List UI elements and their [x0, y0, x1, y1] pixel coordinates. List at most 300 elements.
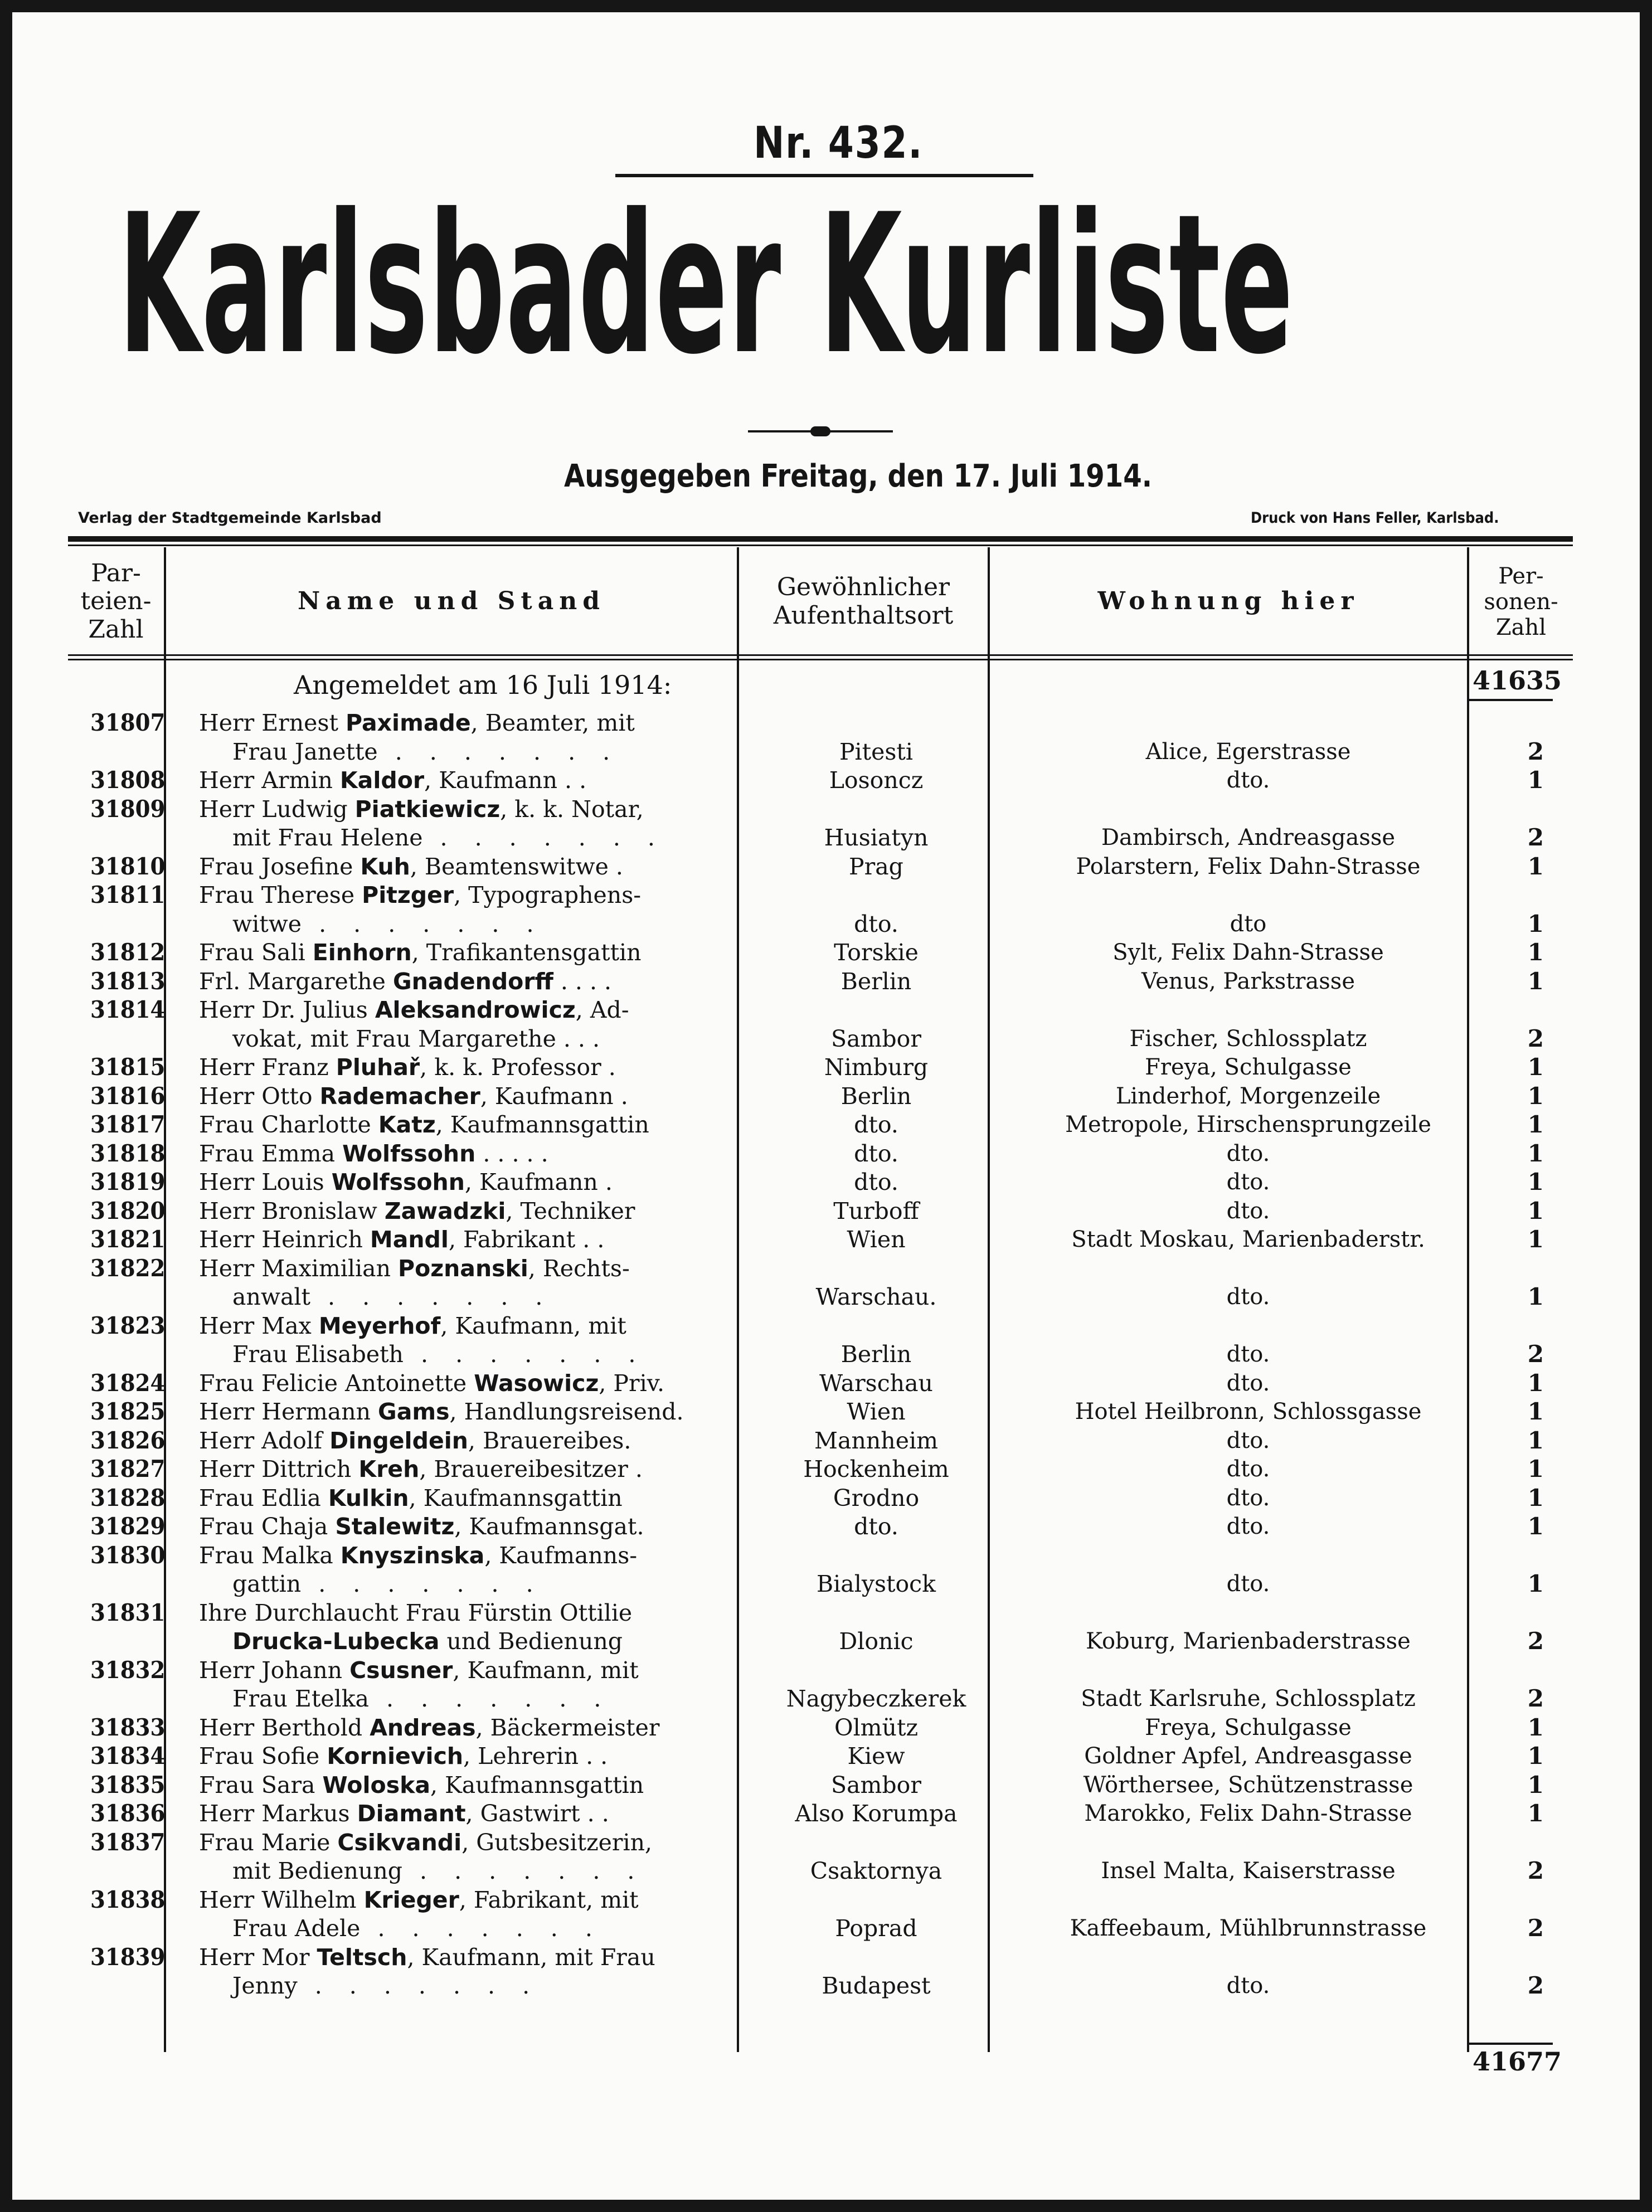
- entry-name-suffix: , Priv.: [599, 1369, 665, 1397]
- entry-name-prefix: Frau Sofie: [199, 1743, 327, 1769]
- entry-name-prefix: Herr Berthold: [199, 1714, 370, 1741]
- printer-line: Druck von Hans Feller, Karlsbad.: [1251, 509, 1499, 527]
- entry-name-continuation: [199, 1914, 784, 1942]
- residence-place: Olmütz: [834, 1714, 919, 1741]
- entry-name-suffix: , Brauereibesitzer .: [419, 1456, 643, 1482]
- entry-name-line: [199, 766, 751, 794]
- entry-name-prefix: Herr Ernest: [199, 709, 346, 736]
- entry-name-continuation: [199, 1025, 784, 1053]
- entry-surname: Wasowicz: [474, 1369, 599, 1397]
- party-number: 31835: [90, 1771, 166, 1798]
- lodging-address: dto.: [1226, 1973, 1270, 1999]
- entry-surname: Mandl: [370, 1226, 449, 1253]
- entry-surname: Andreas: [370, 1714, 476, 1741]
- entry-name-prefix: Herr Dittrich: [199, 1456, 359, 1482]
- party-number: 31821: [90, 1226, 166, 1253]
- persons-count: 2: [1527, 1914, 1544, 1942]
- carried-over-count: 41635: [1473, 665, 1562, 696]
- entry-name-suffix: , Bäckermeister: [475, 1714, 660, 1741]
- entry-name-suffix: , Kaufmann, mit: [440, 1312, 626, 1339]
- entry-name-suffix: , Trafikantensgattin: [411, 939, 642, 966]
- leader-dots: . . . . . . .: [297, 1972, 540, 1999]
- party-number: 31813: [90, 967, 166, 995]
- entry-name-suffix: , Beamter, mit: [470, 709, 635, 736]
- persons-count: 2: [1527, 1857, 1544, 1884]
- persons-count: 1: [1527, 1111, 1544, 1138]
- persons-count: 1: [1527, 1742, 1544, 1769]
- header-name: Name und Stand: [297, 587, 606, 616]
- entry-surname: Meyerhof: [318, 1312, 441, 1339]
- total-overline: [1469, 2043, 1553, 2045]
- lodging-address: Freya, Schulgasse: [1145, 1054, 1352, 1080]
- residence-place: dto.: [854, 1111, 898, 1138]
- entry-name-continuation: [199, 1570, 784, 1598]
- party-number: 31819: [90, 1168, 166, 1195]
- entry-name-line: [199, 1599, 751, 1627]
- entry-name-prefix: Herr Max: [199, 1312, 319, 1339]
- entry-name-line: [199, 1197, 751, 1225]
- entry-name-prefix: Herr Franz: [199, 1054, 336, 1081]
- persons-count: 2: [1527, 1024, 1544, 1052]
- lodging-address: Fischer, Schlossplatz: [1129, 1025, 1367, 1052]
- leader-dots: . . . . . . .: [402, 1858, 645, 1884]
- entry-surname: Paximade: [346, 709, 471, 736]
- persons-count: 1: [1527, 1484, 1544, 1511]
- ornament-dot: [810, 426, 830, 436]
- entry-name-line: [199, 1513, 751, 1540]
- party-number: 31839: [90, 1943, 166, 1971]
- residence-place: Prag: [849, 853, 903, 880]
- entry-name-prefix: Frau Sara: [199, 1771, 323, 1798]
- entry-name-line: [199, 1542, 751, 1569]
- entry-name-line: [199, 795, 751, 823]
- persons-count: 1: [1527, 1398, 1544, 1425]
- entry-name-prefix: Herr Ludwig: [199, 795, 355, 823]
- entry-name-suffix: , Handlungsreisend.: [449, 1398, 684, 1425]
- entry-name-line: [199, 1886, 751, 1914]
- entry-surname: Csusner: [349, 1656, 453, 1684]
- entry-name-line: [199, 881, 751, 909]
- party-number: 31834: [90, 1742, 166, 1769]
- entry-name-prefix: Herr Wilhelm: [199, 1886, 364, 1913]
- residence-place: Mannheim: [814, 1427, 938, 1454]
- persons-count: 1: [1527, 1053, 1544, 1081]
- residence-place: Kiew: [847, 1743, 905, 1769]
- party-number: 31831: [90, 1598, 166, 1626]
- residence-place: Warschau.: [815, 1284, 937, 1310]
- residence-place: Wien: [847, 1226, 906, 1253]
- lodging-address: dto.: [1226, 1514, 1270, 1539]
- leader-dots: . . . . . . .: [310, 1284, 553, 1310]
- entry-surname: Woloska: [322, 1771, 431, 1798]
- entry-name-prefix: Frau Malka: [199, 1542, 341, 1569]
- residence-place: Losoncz: [829, 767, 924, 794]
- residence-place: Turboff: [833, 1197, 919, 1224]
- party-number: 31822: [90, 1254, 166, 1282]
- entry-continuation-text: witwe: [232, 910, 302, 937]
- entry-name-prefix: Frau Emma: [199, 1140, 343, 1167]
- entry-continuation-text: Frau Elisabeth: [232, 1341, 404, 1368]
- residence-place: Sambor: [831, 1025, 921, 1052]
- entry-name-suffix: , Kaufmann, mit Frau: [407, 1943, 655, 1971]
- persons-count: 1: [1527, 1800, 1544, 1827]
- header-bottom-rule: [68, 654, 1573, 656]
- entry-surname: Knyszinska: [340, 1542, 485, 1569]
- residence-place: Bialystock: [817, 1571, 936, 1597]
- entry-name-prefix: Ihre Durchlaucht Frau Fürstin Ottilie: [199, 1599, 633, 1626]
- entry-name-line: [199, 1312, 751, 1340]
- residence-place: Berlin: [840, 1341, 912, 1368]
- leader-dots: . . . . . . .: [422, 824, 665, 851]
- entry-surname: Dingeldein: [329, 1427, 468, 1454]
- persons-count: 1: [1527, 1082, 1544, 1110]
- entry-name-line: [199, 1771, 751, 1799]
- persons-count: 1: [1527, 1226, 1544, 1253]
- party-number: 31816: [90, 1082, 166, 1110]
- entry-surname: Kaldor: [339, 767, 425, 794]
- entry-surname: Pluhař: [336, 1054, 420, 1081]
- entry-surname: Aleksandrowicz: [375, 996, 576, 1023]
- entry-name-suffix: , Kaufmann .: [480, 1082, 628, 1110]
- residence-place: Nagybeczkerek: [786, 1685, 966, 1712]
- persons-count: 1: [1527, 1197, 1544, 1224]
- entry-name-suffix: . . . .: [553, 968, 612, 995]
- persons-count: 1: [1527, 1513, 1544, 1540]
- leader-dots: . . . . . . .: [360, 1915, 603, 1942]
- entry-name-line: [199, 1369, 751, 1397]
- entry-name-prefix: Herr Dr. Julius: [199, 996, 375, 1023]
- persons-count: 2: [1527, 1627, 1544, 1655]
- entry-name-prefix: Herr Johann: [199, 1656, 350, 1684]
- lodging-address: Sylt, Felix Dahn-Strasse: [1112, 940, 1384, 965]
- entry-name-line: [199, 1168, 751, 1196]
- party-number: 31837: [90, 1828, 166, 1856]
- persons-count: 1: [1527, 1455, 1544, 1482]
- party-number: 31808: [90, 766, 166, 794]
- persons-count: 1: [1527, 1168, 1544, 1195]
- lodging-address: Metropole, Hirschensprungzeile: [1065, 1112, 1431, 1137]
- entry-name-suffix: , Kaufmann .: [464, 1169, 613, 1195]
- entry-surname: Krieger: [363, 1886, 459, 1913]
- leader-dots: . . . . . . .: [377, 738, 620, 765]
- entry-name-prefix: Herr Louis: [199, 1169, 332, 1195]
- entry-surname: Pitzger: [362, 882, 454, 908]
- entry-name-suffix: , Fabrikant, mit: [459, 1886, 639, 1913]
- residence-place: Pitesti: [839, 738, 914, 765]
- residence-place: dto.: [854, 1169, 898, 1195]
- entry-name-prefix: Frau Charlotte: [199, 1111, 378, 1138]
- entry-name-line: [199, 1226, 751, 1253]
- entry-name-prefix: Frau Chaja: [199, 1513, 336, 1540]
- entry-name-continuation: [199, 1972, 784, 2000]
- entry-surname: Katz: [378, 1111, 436, 1138]
- lodging-address: dto.: [1226, 1341, 1270, 1367]
- party-number: 31815: [90, 1053, 166, 1081]
- entry-name-prefix: Frau Sali: [199, 939, 313, 966]
- residence-place: Dlonic: [839, 1628, 914, 1655]
- party-number: 31833: [90, 1713, 166, 1741]
- party-number: 31810: [90, 852, 166, 880]
- persons-count: 2: [1527, 737, 1544, 765]
- persons-count: 1: [1527, 1426, 1544, 1454]
- party-number: 31814: [90, 996, 166, 1023]
- entry-name-line: [199, 1484, 751, 1512]
- residence-place: Poprad: [835, 1915, 917, 1942]
- entry-name-prefix: Herr Mor: [199, 1943, 317, 1971]
- party-number: 31825: [90, 1398, 166, 1425]
- persons-count: 2: [1527, 824, 1544, 851]
- entry-name-line: [199, 939, 751, 966]
- party-number: 31824: [90, 1369, 166, 1397]
- entry-surname: Teltsch: [317, 1943, 407, 1971]
- lodging-address: Linderhof, Morgenzeile: [1115, 1083, 1381, 1109]
- party-number: 31827: [90, 1455, 166, 1482]
- party-number: 31836: [90, 1800, 166, 1827]
- party-number: 31832: [90, 1656, 166, 1684]
- entry-name-prefix: Frl. Margarethe: [199, 968, 393, 995]
- entry-continuation-text: Jenny: [232, 1972, 298, 1999]
- persons-count: 1: [1527, 939, 1544, 966]
- header-party-number: Par- teien- Zahl: [80, 558, 152, 644]
- entry-name-suffix: , Kaufmannsgat.: [454, 1513, 644, 1540]
- entry-surname: Einhorn: [312, 939, 412, 966]
- header-persons: Per- sonen- Zahl: [1484, 563, 1558, 640]
- entry-name-prefix: Frau Josefine: [199, 853, 361, 880]
- persons-count: 2: [1527, 1685, 1544, 1712]
- header-residence: Gewöhnlicher Aufenthaltsort: [773, 572, 954, 630]
- entry-name-suffix: , Kaufmanns-: [484, 1542, 638, 1569]
- lodging-address: dto.: [1226, 1140, 1270, 1166]
- lodging-address: Stadt Moskau, Marienbaderstr.: [1071, 1227, 1425, 1252]
- lodging-address: Dambirsch, Andreasgasse: [1101, 825, 1396, 850]
- entry-name-line: [199, 1656, 751, 1684]
- entry-name-continuation: [199, 1283, 784, 1311]
- party-number: 31838: [90, 1885, 166, 1913]
- entry-name-prefix: Herr Bronislaw: [199, 1197, 385, 1224]
- lodging-address: dto.: [1226, 1284, 1270, 1310]
- entry-name-prefix: Herr Heinrich: [199, 1226, 370, 1253]
- entry-surname: Gams: [378, 1398, 450, 1425]
- entry-continuation-text: mit Frau Helene: [232, 824, 423, 851]
- table-top-rule-thin: [68, 545, 1573, 546]
- entry-name-continuation: [199, 738, 784, 766]
- entry-name-line: [199, 968, 751, 995]
- party-number: 31818: [90, 1139, 166, 1167]
- lodging-address: Stadt Karlsruhe, Schlossplatz: [1081, 1686, 1416, 1712]
- entry-name-prefix: Herr Maximilian: [199, 1255, 399, 1282]
- entry-name-continuation: [199, 910, 784, 938]
- entry-name-line: [199, 1943, 751, 1971]
- entry-name-suffix: , Kaufmannsgattin: [409, 1484, 623, 1511]
- entry-continuation-text: anwalt: [232, 1284, 310, 1310]
- residence-place: Wien: [847, 1398, 906, 1425]
- entry-name-suffix: , Fabrikant . .: [448, 1226, 605, 1253]
- persons-count: 2: [1527, 1340, 1544, 1368]
- persons-count: 1: [1527, 1713, 1544, 1741]
- party-number: 31807: [90, 709, 166, 736]
- entry-name-prefix: Herr Otto: [199, 1082, 320, 1110]
- entry-continuation-text: Frau Janette: [232, 738, 378, 765]
- entry-name-suffix: , Ad-: [575, 996, 629, 1023]
- lodging-address: dto.: [1226, 1198, 1270, 1224]
- entry-name-continuation: [199, 1340, 784, 1368]
- persons-count: 1: [1527, 852, 1544, 880]
- entry-continuation-text: und Bedienung: [439, 1628, 623, 1655]
- entry-name-line: [199, 1255, 751, 1282]
- entry-name-suffix: , Rechts-: [528, 1255, 630, 1282]
- entry-name-line: [199, 1714, 751, 1742]
- issue-number: Nr. 432.: [754, 118, 924, 168]
- residence-place: Budapest: [822, 1972, 931, 1999]
- lodging-address: Freya, Schulgasse: [1145, 1714, 1352, 1741]
- entry-name-suffix: , Brauereibes.: [468, 1427, 631, 1454]
- lodging-address: dto.: [1226, 767, 1270, 793]
- party-number: 31812: [90, 939, 166, 966]
- lodging-address: Wörthersee, Schützenstrasse: [1083, 1772, 1413, 1798]
- persons-count: 1: [1527, 1139, 1544, 1167]
- party-number: 31830: [90, 1541, 166, 1569]
- entry-surname: Csikvandi: [337, 1829, 462, 1856]
- newspaper-page: [12, 12, 1640, 2200]
- entry-surname: Kulkin: [328, 1484, 409, 1511]
- entry-name-suffix: , Gutsbesitzerin,: [461, 1829, 653, 1856]
- publisher-line: Verlag der Stadtgemeinde Karlsbad: [78, 509, 382, 527]
- entry-name-continuation: [199, 824, 784, 852]
- count-underline: [1469, 699, 1553, 701]
- entry-surname: Drucka-Lubecka: [232, 1628, 440, 1655]
- residence-place: Also Korumpa: [795, 1800, 958, 1827]
- lodging-address: Insel Malta, Kaiserstrasse: [1101, 1858, 1396, 1884]
- residence-place: dto.: [854, 1140, 898, 1167]
- entry-continuation-text: Frau Adele: [232, 1915, 361, 1942]
- lodging-address: dto.: [1226, 1370, 1270, 1396]
- leader-dots: . . . . . . .: [403, 1341, 646, 1368]
- entry-name-prefix: Herr Armin: [199, 767, 340, 794]
- header-bottom-rule-thin: [68, 659, 1573, 660]
- persons-count: 1: [1527, 1771, 1544, 1798]
- persons-count: 1: [1527, 1283, 1544, 1310]
- party-number: 31823: [90, 1311, 166, 1339]
- entry-continuation-text: mit Bedienung: [232, 1858, 402, 1884]
- entry-name-continuation: [199, 1627, 784, 1655]
- party-number: 31820: [90, 1197, 166, 1224]
- residence-place: Warschau: [819, 1369, 933, 1397]
- entry-surname: Rademacher: [319, 1082, 480, 1110]
- residence-place: Hockenheim: [803, 1456, 949, 1482]
- entry-name-line: [199, 1053, 751, 1081]
- lodging-address: Hotel Heilbronn, Schlossgasse: [1075, 1399, 1422, 1425]
- residence-place: Nimburg: [824, 1054, 929, 1081]
- residence-place: Husiatyn: [824, 824, 929, 851]
- lodging-address: dto.: [1226, 1456, 1270, 1482]
- party-number: 31826: [90, 1426, 166, 1454]
- entry-name-suffix: , Kaufmann, mit: [453, 1656, 639, 1684]
- entry-continuation-text: vokat, mit Frau Margarethe . . .: [232, 1025, 600, 1052]
- residence-place: Grodno: [833, 1484, 920, 1511]
- entry-surname: Stalewitz: [335, 1513, 455, 1540]
- entry-surname: Kornievich: [327, 1743, 464, 1769]
- entry-name-suffix: , Typographens-: [454, 882, 642, 908]
- entry-name-suffix: , Techniker: [506, 1197, 635, 1224]
- entry-name-line: [199, 1082, 751, 1110]
- entry-surname: Kuh: [360, 853, 410, 880]
- registration-date-line: Angemeldet am 16 Juli 1914:: [294, 670, 672, 700]
- party-number: 31817: [90, 1111, 166, 1138]
- lodging-address: Kaffeebaum, Mühlbrunnstrasse: [1070, 1916, 1427, 1941]
- lodging-address: Polarstern, Felix Dahn-Strasse: [1076, 853, 1421, 879]
- leader-dots: . . . . . . .: [301, 1571, 543, 1597]
- residence-place: Berlin: [840, 968, 912, 995]
- entry-name-suffix: , k. k. Notar,: [500, 795, 644, 823]
- persons-count: 1: [1527, 1570, 1544, 1597]
- entry-name-suffix: . . . . .: [475, 1140, 548, 1167]
- entry-surname: Zawadzki: [384, 1197, 506, 1224]
- entry-name-suffix: , Kaufmannsgattin: [430, 1771, 644, 1798]
- persons-count: 1: [1527, 766, 1544, 794]
- entry-name-suffix: , Kaufmannsgattin: [435, 1111, 649, 1138]
- entry-name-prefix: Herr Markus: [199, 1800, 357, 1827]
- entry-name-line: [199, 1140, 751, 1168]
- table-top-rule: [68, 536, 1573, 542]
- entry-surname: Wolfssohn: [342, 1140, 476, 1167]
- persons-count: 1: [1527, 967, 1544, 995]
- lodging-address: dto.: [1226, 1485, 1270, 1511]
- residence-place: Csaktornya: [810, 1858, 942, 1884]
- entry-name-continuation: [199, 1857, 784, 1885]
- entry-name-line: [199, 1800, 751, 1827]
- party-number: 31829: [90, 1513, 166, 1540]
- entry-name-prefix: Frau Therese: [199, 882, 362, 908]
- entry-continuation-text: Frau Etelka: [232, 1685, 369, 1712]
- entry-name-line: [199, 1455, 751, 1483]
- entry-name-continuation: [199, 1685, 784, 1713]
- persons-count: 1: [1527, 1369, 1544, 1397]
- entry-name-line: [199, 996, 751, 1024]
- party-number: 31828: [90, 1484, 166, 1511]
- entry-name-prefix: Frau Marie: [199, 1829, 338, 1856]
- total-count: 41677: [1473, 2046, 1562, 2077]
- party-number: 31811: [90, 881, 166, 908]
- entry-name-line: [199, 1742, 751, 1770]
- lodging-address: Koburg, Marienbaderstrasse: [1086, 1628, 1411, 1654]
- entry-surname: Kreh: [358, 1456, 420, 1482]
- lodging-address: Marokko, Felix Dahn-Strasse: [1084, 1801, 1412, 1826]
- entry-surname: Diamant: [357, 1800, 466, 1827]
- leader-dots: . . . . . . .: [369, 1685, 611, 1712]
- entry-name-suffix: , Lehrerin . .: [463, 1743, 608, 1769]
- persons-count: 1: [1527, 910, 1544, 937]
- entry-surname: Poznanski: [398, 1255, 528, 1282]
- entry-surname: Wolfssohn: [331, 1169, 465, 1195]
- entry-continuation-text: gattin: [232, 1571, 302, 1597]
- lodging-address: Venus, Parkstrasse: [1141, 968, 1355, 994]
- entry-name-prefix: Herr Adolf: [199, 1427, 330, 1454]
- leader-dots: . . . . . . .: [302, 910, 544, 937]
- lodging-address: dto: [1230, 911, 1267, 937]
- residence-place: Torskie: [834, 939, 919, 966]
- header-lodging: Wohnung hier: [1097, 587, 1359, 616]
- entry-name-line: [199, 1398, 751, 1426]
- residence-place: Berlin: [840, 1082, 912, 1110]
- lodging-address: dto.: [1226, 1169, 1270, 1195]
- lodging-address: dto.: [1226, 1427, 1270, 1453]
- entry-name-suffix: , k. k. Professor .: [420, 1054, 616, 1081]
- entry-name-line: [199, 853, 751, 881]
- entry-name-prefix: Herr Hermann: [199, 1398, 378, 1425]
- lodging-address: Goldner Apfel, Andreasgasse: [1084, 1743, 1412, 1769]
- entry-name-line: [199, 1829, 751, 1856]
- entry-name-prefix: Frau Edlia: [199, 1484, 328, 1511]
